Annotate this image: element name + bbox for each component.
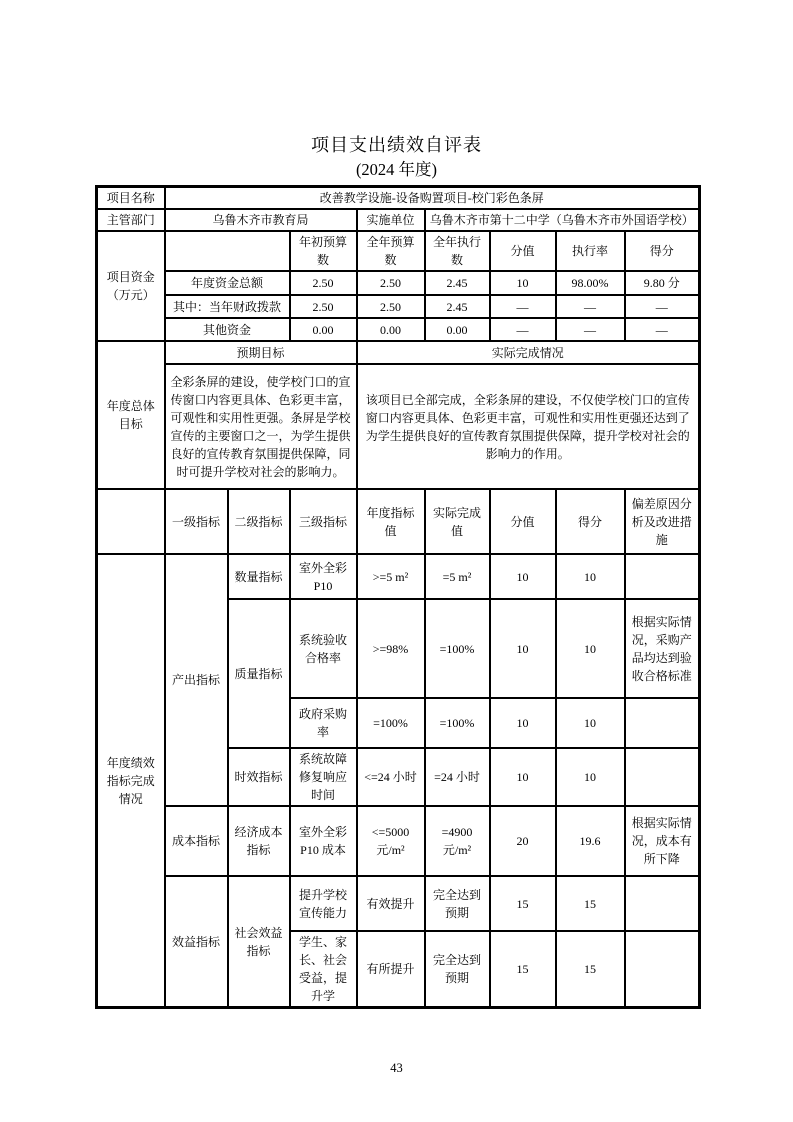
dept-label: 主管部门 <box>97 209 165 231</box>
level2-quantity: 数量指标 <box>228 554 290 599</box>
target-cell: <=24 小时 <box>357 748 425 806</box>
funding-col-annual-execution: 全年执行数 <box>425 231 490 271</box>
funding-col-execution-rate: 执行率 <box>556 231 625 271</box>
indicators-row-label: 年度绩效指标完成情况 <box>97 554 165 1008</box>
level1-benefit: 效益指标 <box>165 876 228 1008</box>
actual-cell: =24 小时 <box>425 748 490 806</box>
project-name-value: 改善教学设施-设备购置项目-校门彩色条屏 <box>165 187 700 210</box>
level3-cell: 系统故障修复响应时间 <box>290 748 357 806</box>
funding-col-initial-budget: 年初预算数 <box>290 231 357 271</box>
funding-cell: 0.00 <box>357 318 425 341</box>
level2-quality: 质量指标 <box>228 599 290 748</box>
impl-unit-value: 乌鲁木齐市第十二中学（乌鲁木齐市外国语学校） <box>425 209 700 231</box>
score-total-cell: 10 <box>490 554 556 599</box>
funding-cell: 0.00 <box>425 318 490 341</box>
funding-fiscal-row <box>97 295 700 318</box>
header-level2: 二级指标 <box>228 489 290 554</box>
level3-cell: 政府采购率 <box>290 698 357 748</box>
funding-row-2-label: 其他资金 <box>165 318 290 341</box>
score-total-cell: 10 <box>490 748 556 806</box>
department-row <box>97 209 700 231</box>
deviation-cell: 根据实际情况，采购产品均达到验收合格标准 <box>625 599 700 698</box>
funding-cell: — <box>625 295 700 318</box>
funding-col-score: 得分 <box>625 231 700 271</box>
header-target: 年度指标值 <box>357 489 425 554</box>
funding-row-1-label: 其中：当年财政拨款 <box>165 295 290 318</box>
funding-col-annual-budget: 全年预算数 <box>357 231 425 271</box>
score-cell: 10 <box>556 748 625 806</box>
funding-cell: 0.00 <box>290 318 357 341</box>
score-total-cell: 10 <box>490 599 556 698</box>
indicators-empty-cell <box>97 489 165 554</box>
indicator-row-quantity <box>97 554 700 599</box>
funding-cell: 2.50 <box>357 271 425 295</box>
level2-timeliness: 时效指标 <box>228 748 290 806</box>
funding-cell: — <box>625 318 700 341</box>
level3-cell: 室外全彩P10 <box>290 554 357 599</box>
funding-cell: 2.45 <box>425 271 490 295</box>
page-subtitle: (2024 年度) <box>355 160 438 179</box>
funding-cell: 9.80 分 <box>625 271 700 295</box>
deviation-cell: 根据实际情况，成本有所下降 <box>625 806 700 876</box>
score-cell: 10 <box>556 599 625 698</box>
funding-other-row <box>97 318 700 341</box>
score-cell: 15 <box>556 931 625 1008</box>
actual-cell: 完全达到预期 <box>425 876 490 931</box>
header-level3: 三级指标 <box>290 489 357 554</box>
goal-body-row <box>97 364 700 489</box>
score-cell: 10 <box>556 698 625 748</box>
level3-cell: 室外全彩 P10 成本 <box>290 806 357 876</box>
funding-header-row <box>97 231 700 271</box>
deviation-cell <box>625 876 700 931</box>
funding-cell: 2.50 <box>290 295 357 318</box>
level1-cost: 成本指标 <box>165 806 228 876</box>
goal-actual-text: 该项目已全部完成，全彩条屏的建设，不仅使学校门口的宣传窗口内容更具体、色彩更丰富，可观性和实用性更强还达到了为学生提供良好的宣传教育氛围提供保障，提升学校对社会的影响力的作用。 <box>357 364 700 489</box>
goal-expected-header: 预期目标 <box>165 341 357 364</box>
funding-cell: — <box>490 318 556 341</box>
funding-empty-cell <box>165 231 290 271</box>
funding-cell: — <box>490 295 556 318</box>
score-total-cell: 15 <box>490 876 556 931</box>
header-actual: 实际完成值 <box>425 489 490 554</box>
score-cell: 15 <box>556 876 625 931</box>
funding-cell: — <box>556 318 625 341</box>
header-score-total: 分值 <box>490 489 556 554</box>
goal-row-label: 年度总体目标 <box>97 341 165 489</box>
score-cell: 10 <box>556 554 625 599</box>
deviation-cell <box>625 931 700 1008</box>
score-total-cell: 15 <box>490 931 556 1008</box>
funding-cell: — <box>556 295 625 318</box>
dept-value: 乌鲁木齐市教育局 <box>165 209 357 231</box>
funding-cell: 2.45 <box>425 295 490 318</box>
impl-unit-label: 实施单位 <box>357 209 425 231</box>
goal-header-row <box>97 341 700 364</box>
indicator-row-cost <box>97 806 700 876</box>
level1-output: 产出指标 <box>165 554 228 806</box>
indicator-row-benefit-1 <box>97 876 700 931</box>
goal-expected-text: 全彩条屏的建设，使学校门口的宣传窗口内容更具体、色彩更丰富，可观性和实用性更强。条屏是学校宣传的主要窗口之一，为学生提供良好的宣传教育氛围提供保障，同时可提升学校对社会的影响力。 <box>165 364 357 489</box>
level3-cell: 提升学校宣传能力 <box>290 876 357 931</box>
actual-cell: =5 m² <box>425 554 490 599</box>
level2-social: 社会效益指标 <box>228 876 290 1008</box>
actual-cell: 完全达到预期 <box>425 931 490 1008</box>
self-evaluation-table <box>95 185 701 1009</box>
funding-col-score-total: 分值 <box>490 231 556 271</box>
target-cell: =100% <box>357 698 425 748</box>
funding-cell: 2.50 <box>357 295 425 318</box>
page-title: 项目支出绩效自评表 <box>311 135 482 155</box>
target-cell: 有效提升 <box>357 876 425 931</box>
project-name-row <box>97 187 700 210</box>
target-cell: >=98% <box>357 599 425 698</box>
deviation-cell <box>625 554 700 599</box>
target-cell: <=5000 元/m² <box>357 806 425 876</box>
funding-total-row <box>97 271 700 295</box>
funding-cell: 2.50 <box>290 271 357 295</box>
funding-cell: 10 <box>490 271 556 295</box>
actual-cell: =4900 元/m² <box>425 806 490 876</box>
target-cell: >=5 m² <box>357 554 425 599</box>
target-cell: 有所提升 <box>357 931 425 1008</box>
project-name-label: 项目名称 <box>97 187 165 210</box>
funding-cell: 98.00% <box>556 271 625 295</box>
level3-cell: 系统验收合格率 <box>290 599 357 698</box>
funding-row-label: 项目资金（万元） <box>97 231 165 341</box>
score-cell: 19.6 <box>556 806 625 876</box>
actual-cell: =100% <box>425 698 490 748</box>
level3-cell: 学生、家长、社会受益，提升学 <box>290 931 357 1008</box>
level2-economic: 经济成本指标 <box>228 806 290 876</box>
goal-actual-header: 实际完成情况 <box>357 341 700 364</box>
score-total-cell: 10 <box>490 698 556 748</box>
deviation-cell <box>625 748 700 806</box>
page-number: 43 <box>390 1061 403 1075</box>
score-total-cell: 20 <box>490 806 556 876</box>
header-deviation: 偏差原因分析及改进措施 <box>625 489 700 554</box>
funding-row-0-label: 年度资金总额 <box>165 271 290 295</box>
deviation-cell <box>625 698 700 748</box>
actual-cell: =100% <box>425 599 490 698</box>
header-level1: 一级指标 <box>165 489 228 554</box>
header-score: 得分 <box>556 489 625 554</box>
indicators-header-row <box>97 489 700 554</box>
